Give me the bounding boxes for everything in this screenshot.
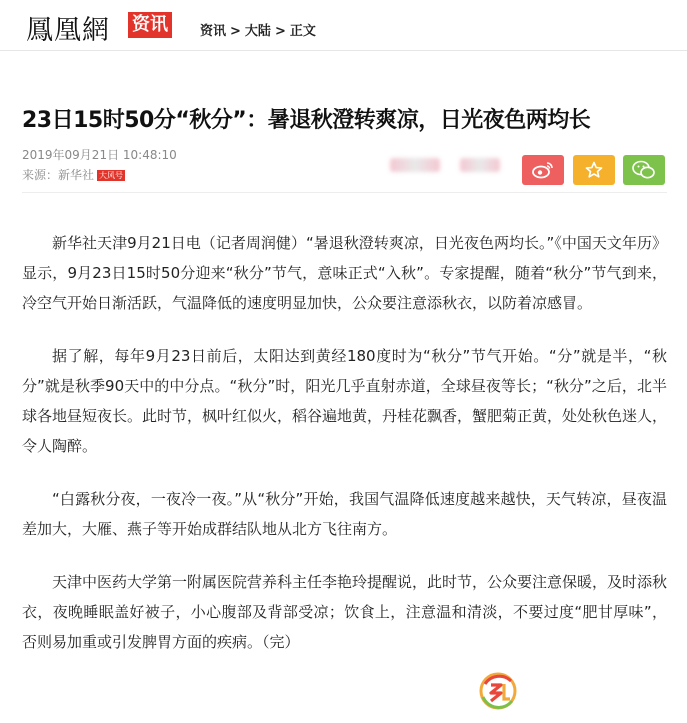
- article-title: 23日15时50分“秋分”：暑退秋澄转爽凉，日光夜色两均长: [22, 107, 591, 133]
- star-icon: [585, 161, 603, 179]
- breadcrumb-separator: >: [274, 24, 286, 39]
- source-badge: 大风号: [99, 171, 124, 180]
- watermark-logo: [474, 671, 522, 711]
- article-body: [22, 228, 667, 680]
- breadcrumb-separator: >: [230, 24, 241, 39]
- site-header: [0, 0, 687, 51]
- article-paragraph: 新华社天津9月21日电（记者周润健）“暑退秋澄转爽凉，日光夜色两均长。”《中国天文年历》显示，9月23日15时50分迎来“秋分”节气，意味正式“入秋”。专家提醒，随着“秋分”节气到来，冷空气开始日渐活跃，气温降低的速度明显加快，公众要注意添秋衣，以防着凉感冒。: [22, 234, 667, 312]
- wechat-icon: [632, 160, 656, 180]
- divider: [22, 192, 667, 193]
- article-source: [22, 166, 125, 183]
- article-paragraph: “白露秋分夜，一夜冷一夜。”从“秋分”开始，我国气温降低速度越来越快，天气转凉，昼夜温差加大，大雁、燕子等开始成群结队地从北方飞往南方。: [22, 490, 667, 538]
- channel-badge[interactable]: 资讯: [128, 12, 172, 38]
- favorite-button[interactable]: [573, 155, 615, 185]
- share-wechat-button[interactable]: [623, 155, 665, 185]
- breadcrumb-item-article: 正文: [289, 24, 316, 39]
- share-weibo-button[interactable]: [522, 155, 564, 185]
- article-paragraph: 天津中医药大学第一附属医院营养科主任李艳玲提醒说，此时节，公众要注意保暖，及时添秋衣，夜晚睡眠盖好被子，小心腹部及背部受凉；饮食上，注意温和清淡，不要过度“肥甘厚味”，否则易加重或引发脾胃方面的疾病。（完）: [22, 573, 668, 651]
- breadcrumb-item-mainland[interactable]: 大陆: [244, 24, 271, 39]
- breadcrumb-item-news[interactable]: 资讯: [200, 24, 227, 39]
- source-label[interactable]: 来源：新华社: [22, 168, 95, 182]
- weibo-icon: [532, 161, 554, 179]
- article-paragraph: 据了解，每年9月23日前后，太阳达到黄经180度时为“秋分”节气开始。“分”就是半，“秋分”就是秋季90天中的中分点。“秋分”时，阳光几乎直射赤道，全球昼夜等长；“秋分”之后，北半球各地昼短夜长。此时节，枫叶红似火，稻谷遍地黄，丹桂花飘香，蟹肥菊正黄，处处秋色迷人，令人陶醉。: [22, 347, 668, 455]
- breadcrumb: [200, 20, 316, 39]
- blurred-text: [390, 158, 440, 172]
- site-logo[interactable]: 鳳凰網: [26, 15, 110, 46]
- blurred-text: [460, 158, 500, 172]
- publish-time: 2019年09月21日 10:48:10: [22, 148, 177, 162]
